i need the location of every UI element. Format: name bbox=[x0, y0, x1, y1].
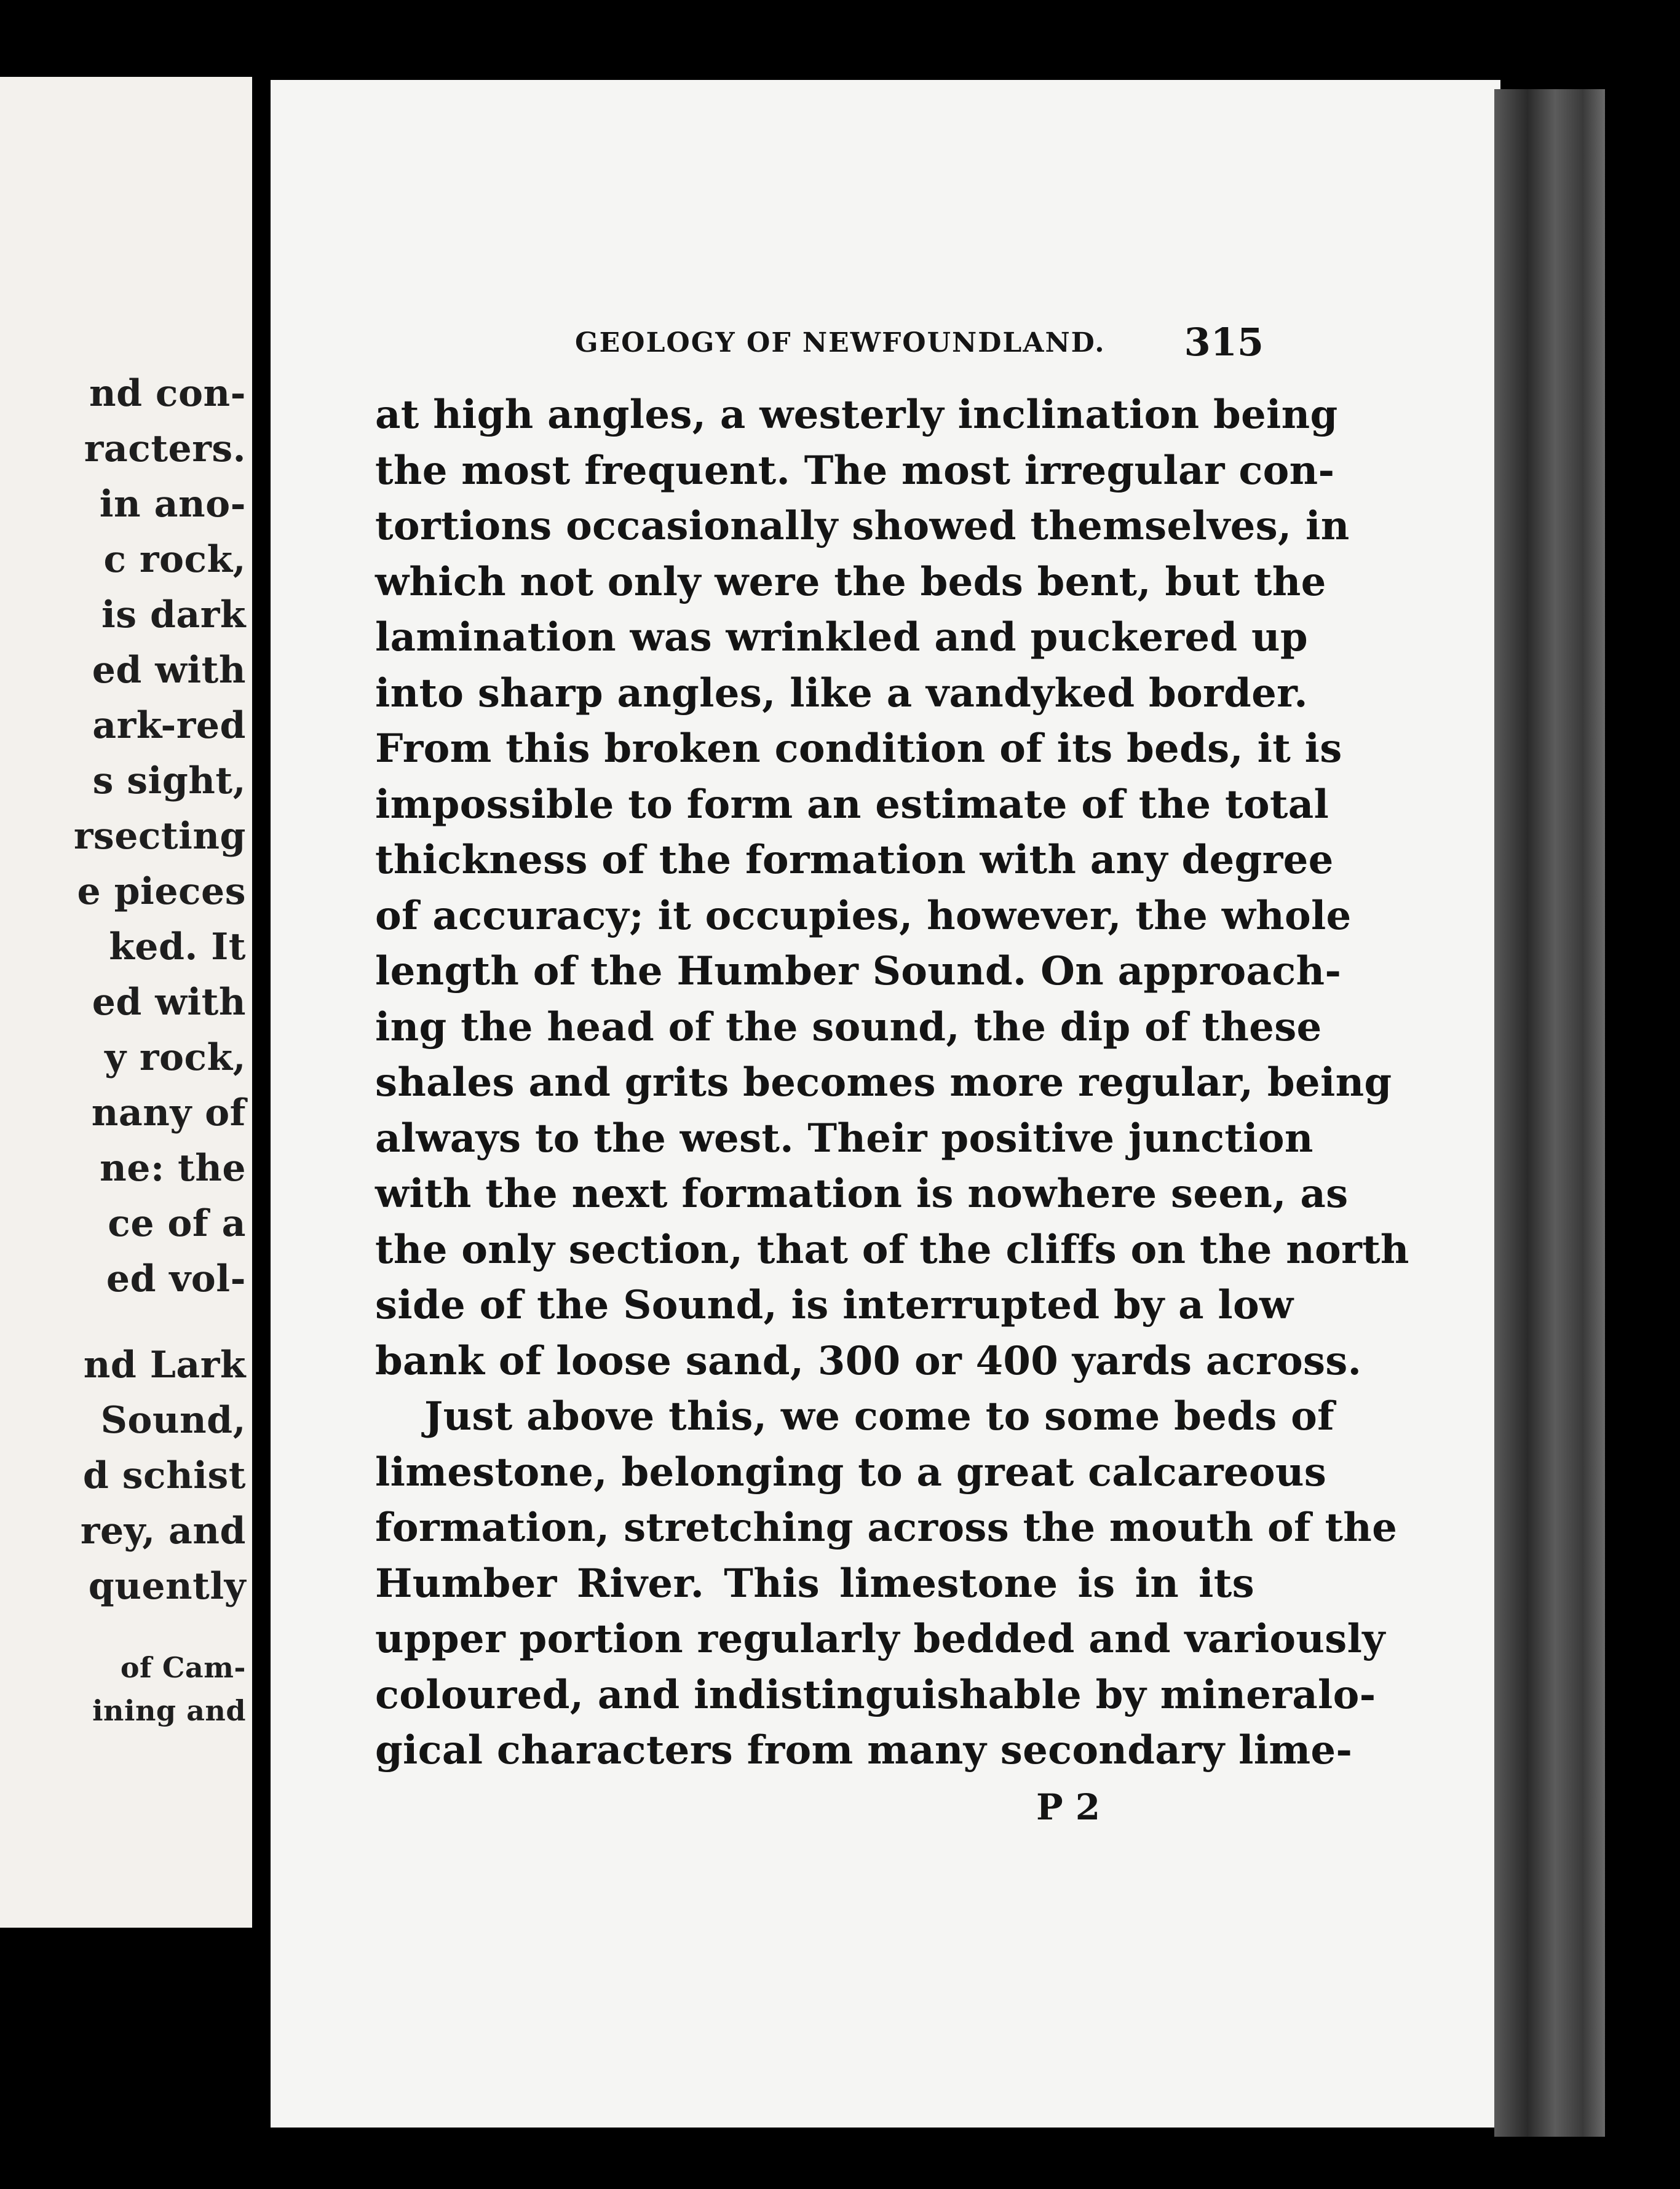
left-line: e pieces bbox=[77, 870, 246, 913]
text-line: which not only were the beds bent, but the bbox=[375, 558, 1326, 605]
left-line: s sight, bbox=[92, 759, 246, 802]
left-line: ed vol- bbox=[106, 1257, 246, 1300]
left-line: is dark bbox=[101, 593, 246, 636]
left-line: nd Lark bbox=[83, 1344, 246, 1387]
text-line: bank of loose sand, 300 or 400 yards across. bbox=[375, 1337, 1362, 1384]
text-line: Humber River. This limestone is in its bbox=[375, 1560, 1254, 1607]
left-line: ed with bbox=[92, 981, 246, 1024]
text-line: of accuracy; it occupies, however, the whole bbox=[375, 892, 1352, 939]
text-line: From this broken condition of its beds, it is bbox=[375, 726, 1342, 772]
left-line: ne: the bbox=[100, 1147, 246, 1190]
text-line: shales and grits becomes more regular, being bbox=[375, 1059, 1392, 1106]
left-line: nd con- bbox=[89, 372, 246, 415]
text-line: at high angles, a westerly inclination being bbox=[375, 392, 1338, 438]
left-line: ked. It bbox=[109, 925, 246, 968]
text-line: with the next formation is nowhere seen, as bbox=[375, 1171, 1349, 1217]
text-line: always to the west. Their positive junction bbox=[375, 1115, 1313, 1162]
left-line: Sound, bbox=[100, 1399, 246, 1442]
page-edge bbox=[1494, 89, 1605, 2137]
left-line: nany of bbox=[91, 1091, 246, 1134]
text-line: lamination was wrinkled and puckered up bbox=[375, 614, 1308, 660]
text-line: limestone, belonging to a great calcareous bbox=[375, 1449, 1327, 1495]
text-line: the only section, that of the cliffs on the north bbox=[375, 1226, 1409, 1273]
text-line: formation, stretching across the mouth of the bbox=[375, 1505, 1398, 1551]
left-footnote-line: of Cam- bbox=[120, 1651, 246, 1684]
running-head: GEOLOGY OF NEWFOUNDLAND. bbox=[575, 327, 1106, 358]
left-line: quently bbox=[88, 1565, 246, 1608]
left-line: ark-red bbox=[92, 704, 246, 747]
text-line: gical characters from many secondary lime- bbox=[375, 1727, 1353, 1773]
text-line: the most frequent. The most irregular con- bbox=[375, 447, 1335, 494]
text-line: upper portion regularly bedded and variously bbox=[375, 1616, 1385, 1662]
text-line: coloured, and indistinguishable by mineralo- bbox=[375, 1671, 1376, 1718]
left-line: ed with bbox=[92, 649, 246, 692]
text-line: impossible to form an estimate of the total bbox=[375, 781, 1329, 828]
left-line: ce of a bbox=[108, 1202, 246, 1245]
left-line: rsecting bbox=[73, 815, 246, 858]
text-line: ing the head of the sound, the dip of these bbox=[375, 1003, 1322, 1050]
text-line: into sharp angles, like a vandyked border. bbox=[375, 670, 1308, 716]
left-line: rey, and bbox=[80, 1510, 246, 1553]
left-line: y rock, bbox=[105, 1036, 246, 1079]
left-page-fragment bbox=[0, 77, 252, 1928]
text-line: length of the Humber Sound. On approach- bbox=[375, 948, 1342, 994]
text-line: side of the Sound, is interrupted by a low bbox=[375, 1282, 1294, 1328]
paragraph-start-line: Just above this, we come to some beds of bbox=[424, 1393, 1334, 1439]
page-number: 315 bbox=[1184, 320, 1264, 365]
left-line: in ano- bbox=[99, 483, 246, 526]
left-line: racters. bbox=[84, 427, 246, 470]
text-line: tortions occasionally showed themselves, in bbox=[375, 503, 1350, 549]
left-footnote-line: ining and bbox=[92, 1694, 246, 1727]
signature-mark: P 2 bbox=[1036, 1786, 1101, 1828]
left-line: d schist bbox=[82, 1454, 246, 1497]
page-header bbox=[563, 320, 1264, 375]
text-line: thickness of the formation with any degree bbox=[375, 837, 1334, 883]
body-text bbox=[375, 387, 1409, 1779]
left-line: c rock, bbox=[103, 538, 246, 581]
